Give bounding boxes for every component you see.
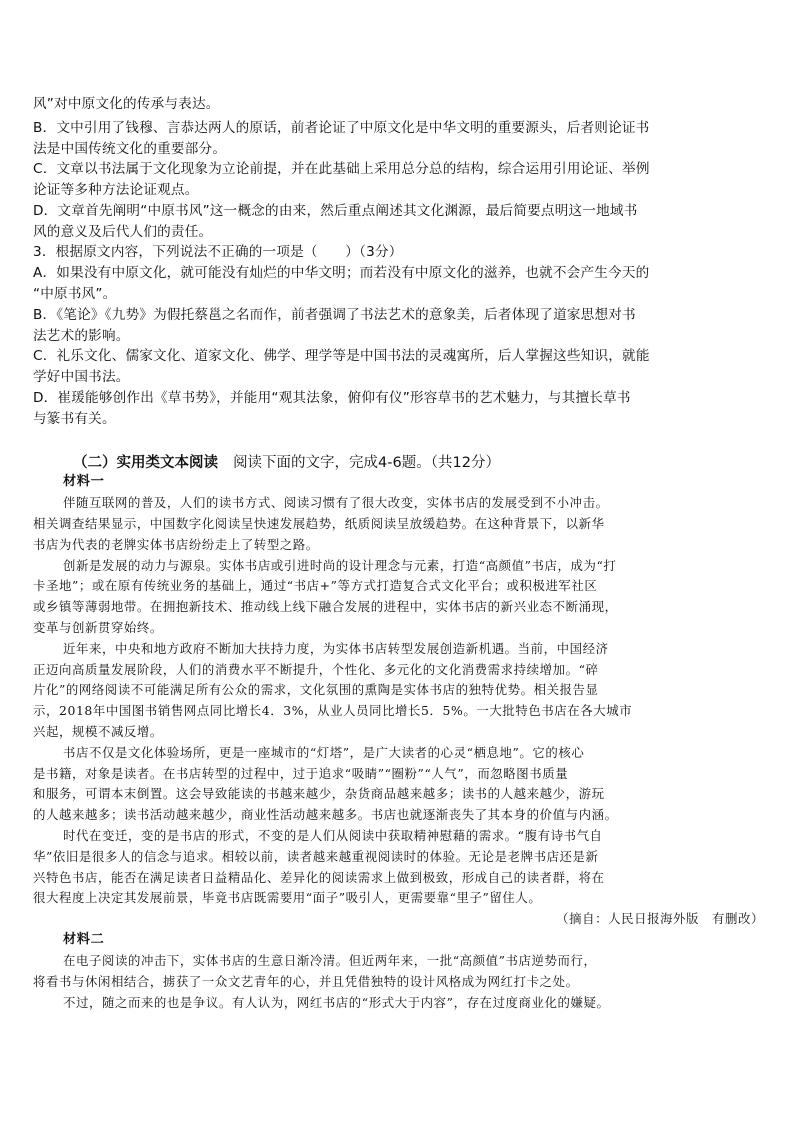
paragraph-line: 在电子阅读的冲击下，实体书店的生意日渐冷清。但近两年来，一批“高颜值”书店逆势而行，: [63, 953, 597, 968]
paragraph-line: 示，2018年中国图书销售网点同比增长4．3%，从业人员同比增长5．5%。一大批特色书店在各大城市: [33, 703, 633, 718]
paragraph-line: 正迈向高质量发展阶段，人们的消费水平不断提升，个性化、多元化的文化消费需求持续增加。“碎: [33, 662, 599, 677]
text-line: 论证等多种方法论证观点。: [33, 182, 199, 198]
paragraph-line: 兴特色书店，能否在满足读者日益精品化、差异化的阅读需求上做到极致，形成自己的读者群，将在: [33, 870, 605, 885]
option-c-line: C．文章以书法属于文化现象为立论前提，并在此基础上采用总分总的结构，综合运用引用论证、举例: [33, 161, 650, 177]
text-line: 学好中国书法。: [33, 369, 130, 385]
text-line: 风的意义及后代人们的责任。: [33, 224, 213, 240]
text-line: 法是中国传统文化的重要部分。: [33, 141, 227, 157]
paragraph-line: 近年来，中央和地方政府不断加大扶持力度，为实体书店转型发展创造新机遇。当前，中国经济: [63, 641, 609, 656]
option-a-line: A．如果没有中原文化，就可能没有灿烂的中华文明；而若没有中原文化的滋养，也就不会产生今天的: [33, 265, 650, 281]
paragraph-line: 相关调查结果显示，中国数字化阅读呈快速发展趋势，纸质阅读呈放缓趋势。在这种背景下，以新华: [33, 516, 605, 531]
paragraph-line: 将看书与休闲相结合，掳获了一众文艺青年的心，并且凭借独特的设计风格成为网红打卡之处。: [33, 974, 579, 989]
section-heading: [73, 451, 753, 472]
paragraph-line: 或乡镇等薄弱地带。在拥抱新技术、推动线上线下融合发展的进程中，实体书店的新兴业态不断涌现，: [33, 599, 618, 614]
paragraph-line: 伴随互联网的普及，人们的读书方式、阅读习惯有了很大改变，实体书店的发展受到不小冲击。: [63, 495, 609, 510]
text-line: “中原书风”。: [33, 286, 117, 302]
paragraph-line: 很大程度上决定其发展前景，毕竟书店既需要用“面子”吸引人，更需要靠“里子”留住人。: [33, 890, 542, 905]
option-b-line: B．文中引用了钱穆、言恭达两人的原话，前者论证了中原文化是中华文明的重要源头，后者则论证书: [33, 120, 650, 136]
paragraph-line: 变革与创新贯穿始终。: [33, 620, 163, 635]
section-title: （二）实用类文本阅读: [73, 455, 218, 471]
paragraph-line: 创新是发展的动力与源泉。实体书店或引进时尚的设计理念与元素，打造“高颜值”书店，成为“打: [63, 558, 617, 573]
option-d-line: D．崔瑗能够创作出《草书势》，并能用“观其法象，俯仰有仪”形容草书的艺术魅力，与其擅长草书: [33, 390, 631, 406]
source-citation: （摘自：人民日报海外版 有删改）: [556, 911, 764, 926]
text-line: 与篆书有关。: [33, 411, 116, 427]
paragraph-line: 时代在变迁，变的是书店的形式，不变的是人们从阅读中获取精神慰藉的需求。“腹有诗书气自: [63, 828, 603, 843]
paragraph-line: 不过，随之而来的也是争议。有人认为，网红书店的“形式大于内容”，存在过度商业化的嫌疑。: [63, 995, 610, 1010]
paragraph-line: 书店不仅是文化体验场所，更是一座城市的“灯塔”，是广大读者的心灵“栖息地”。它的核心: [63, 745, 585, 760]
option-c-line: C．礼乐文化、儒家文化、道家文化、佛学、理学等是中国书法的灵魂寓所，后人掌握这些知识，就能: [33, 348, 650, 364]
material-1-label: 材料一: [63, 474, 105, 489]
question-3-stem: 3．根据原文内容，下列说法不正确的一项是（ ）（3分）: [33, 244, 403, 260]
paragraph-line: 是书籍，对象是读者。在书店转型的过程中，过于追求“吸睛”“圈粉”“人气”，而忽略图书质量: [33, 766, 569, 781]
text-line: 风”对中原文化的传承与表达。: [33, 96, 220, 112]
paragraph-line: 兴起，规模不减反增。: [33, 724, 163, 739]
paragraph-line: 华”依旧是很多人的信念与追求。相较以前，读者越来越重视阅读时的体验。无论是老牌书店还是新: [33, 849, 599, 864]
paragraph-line: 片化”的网络阅读不可能满足所有公众的需求，文化氛围的熏陶是实体书店的独特优势。相关报告显: [33, 682, 599, 697]
paragraph-line: 书店为代表的老牌实体书店纷纷走上了转型之路。: [33, 537, 319, 552]
paragraph-line: 和服务，可谓本末倒置。这会导致能读的书越来越少，杂货商品越来越多；读书的人越来越少，游玩: [33, 786, 605, 801]
material-2-label: 材料二: [63, 932, 105, 947]
option-d-line: D．文章首先阐明“中原书风”这一概念的由来，然后重点阐述其文化渊源，最后简要点明这一地域书: [33, 203, 638, 219]
paragraph-line: 卡圣地”；或在原有传统业务的基础上，通过“书店+”等方式打造复合式文化平台；或积极进军社区: [33, 578, 598, 593]
option-b-line: B．《笔论》《九势》为假托蔡邕之名而作，前者强调了书法艺术的意象美，后者体现了道家思想对书: [33, 307, 636, 323]
text-line: 法艺术的影响。: [33, 328, 130, 344]
section-instruction: 阅读下面的文字，完成4-6题。（共12分）: [233, 455, 500, 471]
paragraph-line: 的人越来越多；读书活动越来越少，商业性活动越来越多。书店也就逐渐丧失了其本身的价值与内涵。: [33, 807, 618, 822]
